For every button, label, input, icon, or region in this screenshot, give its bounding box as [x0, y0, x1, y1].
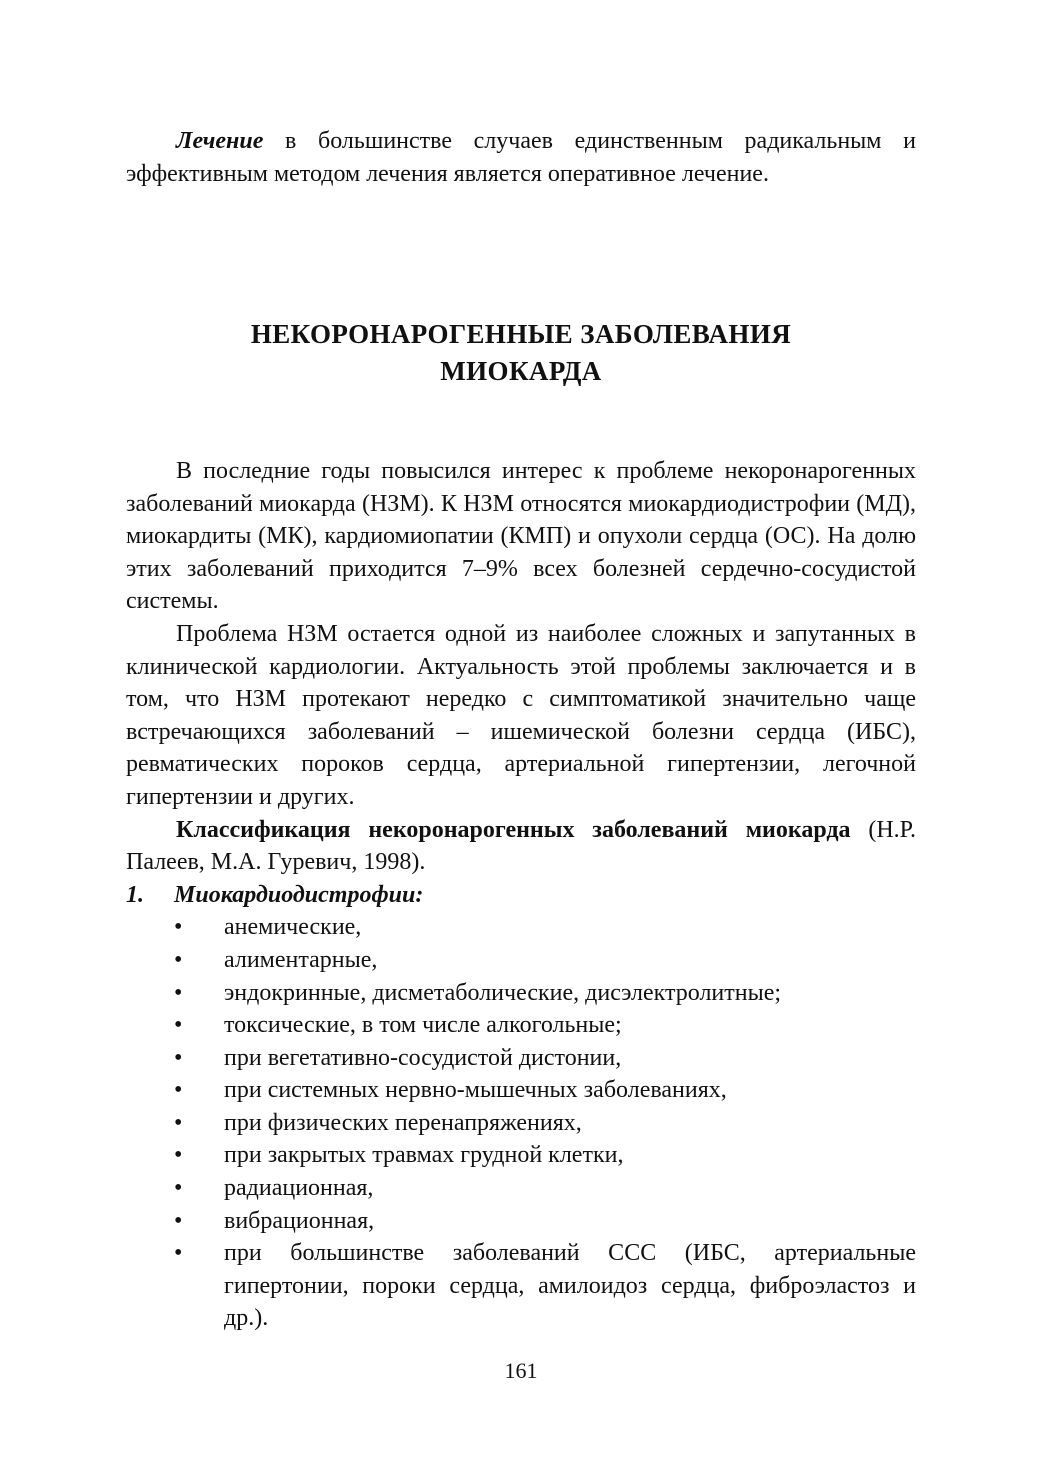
bullet-icon: •: [174, 1109, 183, 1136]
intro-paragraph: [126, 125, 916, 190]
body-text: [126, 455, 916, 1335]
paragraph-1: В последние годы повысился интерес к проблеме некоронарогенных заболеваний миокарда (НЗМ). К НЗМ относятся миокардиодистрофии (МД), миокардиты (МК), кардиомиопатии (КМП) и опухоли сердца (ОС). На долю этих заболеваний приходится 7–9% всех болезней сердечно-сосудистой системы.: [126, 458, 916, 615]
list-item: [126, 911, 916, 944]
list-item: [126, 1172, 916, 1205]
bullet-icon: •: [174, 1044, 183, 1071]
list-item-text: при системных нервно-мышечных заболеваниях,: [224, 1077, 727, 1104]
bullet-icon: •: [174, 1077, 183, 1104]
section-number: 1.: [126, 881, 144, 908]
list-item: [126, 1107, 916, 1140]
bullet-icon: •: [174, 1240, 183, 1267]
classification-heading: Классификация некоронарогенных заболеваний миокарда: [176, 816, 851, 843]
bullet-icon: •: [174, 946, 183, 973]
chapter-title-line-2: МИОКАРДА: [440, 356, 602, 386]
bullet-icon: •: [174, 1012, 183, 1039]
chapter-title: [126, 316, 916, 390]
bullet-icon: •: [174, 1175, 183, 1202]
classification-paragraph: [126, 814, 916, 879]
list-item-text: эндокринные, дисметаболические, дисэлектролитные;: [224, 979, 782, 1006]
list-item-text: токсические, в том числе алкогольные;: [224, 1012, 622, 1039]
list-item-text: анемические,: [224, 914, 362, 941]
list-item-text: радиационная,: [224, 1175, 374, 1202]
paragraph-2: Проблема НЗМ остается одной из наиболее сложных и запутанных в клинической кардиологии. Актуальность этой проблемы заключается и в том, что НЗМ протекают нередко с симптоматикой значительно чаще встречающихся заболеваний – ишемической болезни сердца (ИБС), ревматических пороков сердца, артериальной гипертензии, легочной гипертензии и других.: [126, 620, 916, 810]
list-item-text: вибрационная,: [224, 1207, 375, 1234]
list-item-text: алиментарные,: [224, 946, 378, 973]
list-item: [126, 1009, 916, 1042]
list-item-text: при физических перенапряжениях,: [224, 1109, 582, 1136]
list-item: [126, 1139, 916, 1172]
section-heading: [126, 879, 916, 912]
list-item: [126, 1237, 916, 1335]
bullet-icon: •: [174, 1207, 183, 1234]
list-item: [126, 977, 916, 1010]
page-number: 161: [504, 1358, 538, 1383]
list-item: [126, 944, 916, 977]
list-item: [126, 1042, 916, 1075]
intro-lead-term: Лечение: [176, 128, 264, 154]
section-label: Миокардиодистрофии:: [174, 881, 424, 908]
list-item: [126, 1074, 916, 1107]
list-item: [126, 1205, 916, 1238]
intro-text: в большинстве случаев единственным радикальным и эффективным методом лечения является оперативное лечение.: [126, 128, 916, 187]
bullet-icon: •: [174, 1142, 183, 1169]
bullet-list: [126, 911, 916, 1335]
list-item-text: при большинстве заболеваний ССС (ИБС, артериальные гипертонии, пороки сердца, амилоидоз сердца, фиброэластоз и др.).: [224, 1240, 916, 1332]
bullet-icon: •: [174, 914, 183, 941]
chapter-title-line-1: НЕКОРОНАРОГЕННЫЕ ЗАБОЛЕВАНИЯ: [250, 319, 792, 349]
classification-source: (Н.Р. Палеев, М.А. Гуревич, 1998).: [126, 816, 916, 876]
bullet-icon: •: [174, 979, 183, 1006]
list-item-text: при вегетативно-сосудистой дистонии,: [224, 1044, 622, 1071]
list-item-text: при закрытых травмах грудной клетки,: [224, 1142, 624, 1169]
